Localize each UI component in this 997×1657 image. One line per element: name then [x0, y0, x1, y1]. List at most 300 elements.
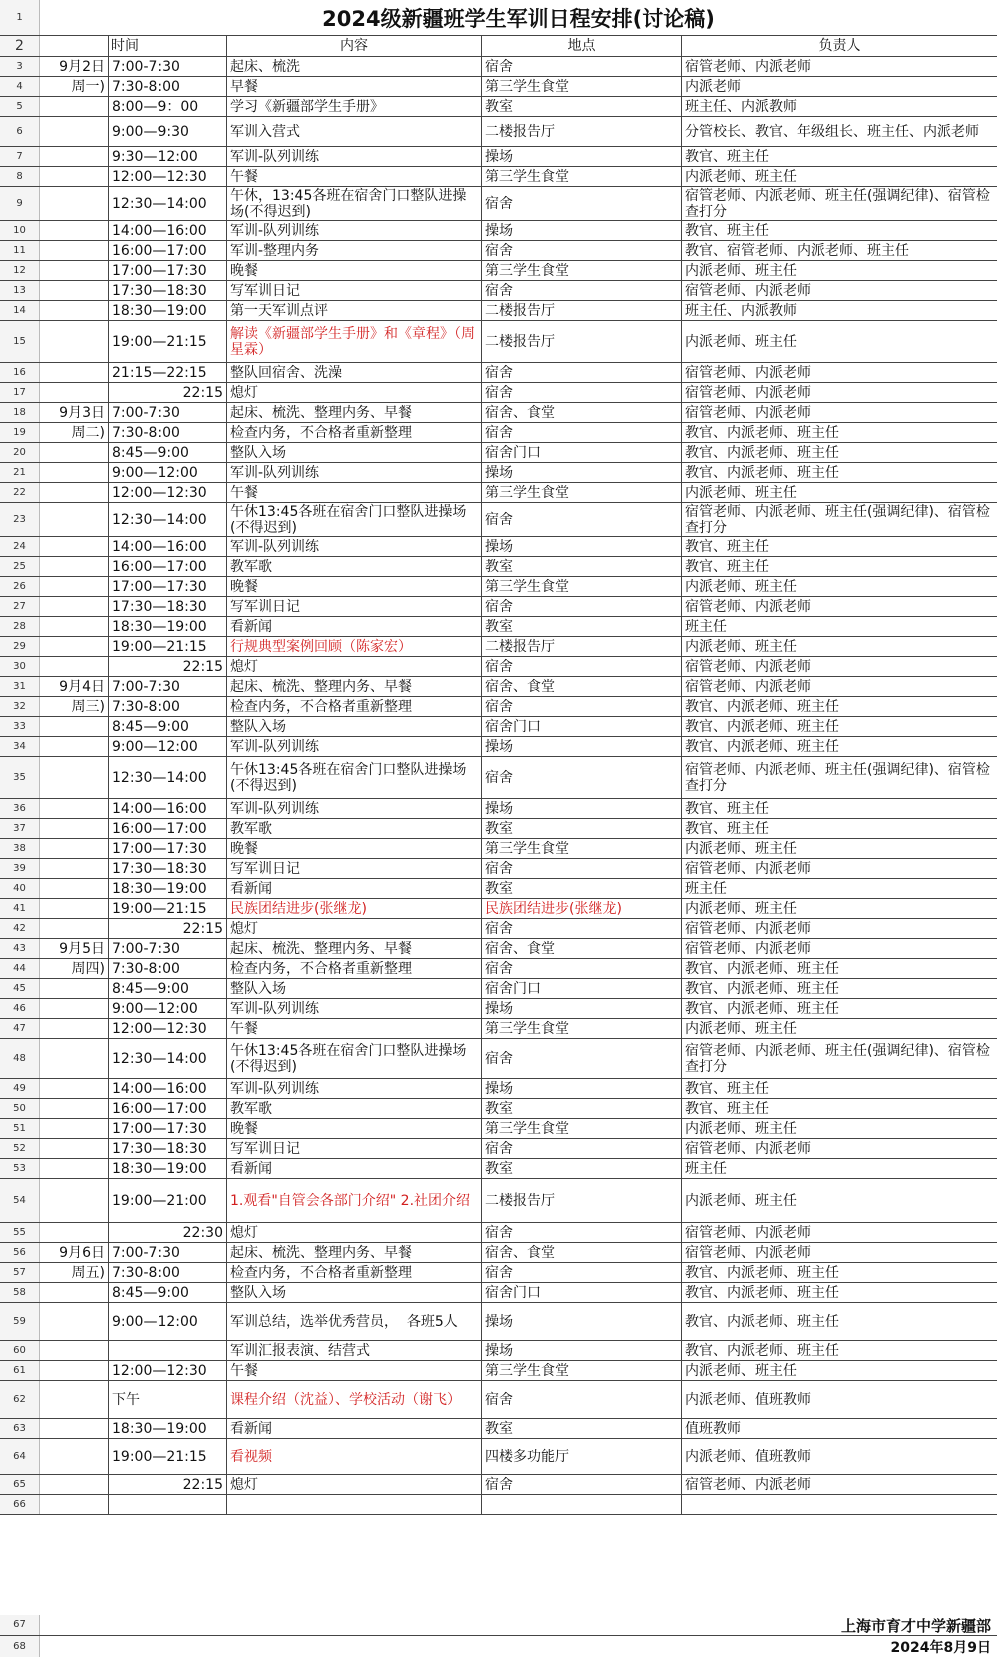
- content-cell: 午休13:45各班在宿舍门口整队进操场(不得迟到): [226, 757, 481, 798]
- table-row: [0, 1475, 997, 1495]
- date-cell: [40, 1179, 108, 1222]
- date-cell: [40, 1381, 108, 1418]
- place-cell: 宿舍: [481, 423, 681, 442]
- row-number: 1: [0, 0, 40, 35]
- place-cell: 操场: [481, 999, 681, 1018]
- row-number: 31: [0, 677, 40, 696]
- table-row: [0, 919, 997, 939]
- row-number: 65: [0, 1475, 40, 1494]
- place-cell: 宿舍: [481, 281, 681, 300]
- place-cell: 操场: [481, 1303, 681, 1340]
- date-cell: [40, 1079, 108, 1098]
- content-cell: 看新闻: [226, 1419, 481, 1438]
- row-number: 13: [0, 281, 40, 300]
- row-number: 6: [0, 117, 40, 146]
- place-cell: 宿舍: [481, 1039, 681, 1078]
- time-cell: 18:30—19:00: [108, 617, 226, 636]
- row-number: 37: [0, 819, 40, 838]
- content-cell: 早餐: [226, 77, 481, 96]
- content-cell: 熄灯: [226, 1475, 481, 1494]
- date-cell: 9月4日: [59, 678, 105, 695]
- table-row: [0, 557, 997, 577]
- responsible-cell: 内派老师、班主任: [681, 1119, 997, 1138]
- place-cell: 民族团结进步(张继龙): [481, 899, 681, 918]
- date-cell: 9月2日: [59, 58, 105, 75]
- responsible-cell: 内派老师、班主任: [681, 1361, 997, 1380]
- place-cell: 第三学生食堂: [481, 839, 681, 858]
- responsible-cell: 宿管老师、内派老师: [681, 1139, 997, 1158]
- date-cell: [40, 899, 108, 918]
- time-cell: 22:15: [108, 919, 226, 938]
- responsible-cell: 教官、内派老师、班主任: [681, 423, 997, 442]
- responsible-cell: 教官、内派老师、班主任: [681, 999, 997, 1018]
- responsible-cell: 教官、班主任: [681, 147, 997, 166]
- time-cell: 14:00—16:00: [108, 537, 226, 556]
- date-cell: [40, 979, 108, 998]
- time-cell: 22:15: [108, 657, 226, 676]
- time-cell: 16:00—17:00: [108, 819, 226, 838]
- place-cell: 操场: [481, 737, 681, 756]
- date-cell: [40, 261, 108, 280]
- content-cell: 学习《新疆部学生手册》: [226, 97, 481, 116]
- date-cell: [40, 799, 108, 818]
- time-cell: 17:00—17:30: [108, 1119, 226, 1138]
- date-cell: [40, 737, 108, 756]
- table-row: [0, 241, 997, 261]
- time-cell: 12:30—14:00: [108, 757, 226, 798]
- time-cell: 12:30—14:00: [108, 503, 226, 536]
- table-row: [0, 321, 997, 363]
- content-cell: 起床、梳洗、整理内务、早餐: [226, 403, 481, 422]
- content-cell: 整队回宿舍、洗澡: [226, 363, 481, 382]
- time-cell: 17:00—17:30: [108, 577, 226, 596]
- place-cell: 宿舍: [481, 859, 681, 878]
- place-cell: 宿舍: [481, 503, 681, 536]
- row-number: 20: [0, 443, 40, 462]
- date-cell: [40, 597, 108, 616]
- title-row: [0, 0, 997, 36]
- time-cell: 9:00—12:00: [108, 1303, 226, 1340]
- table-row: [0, 939, 997, 959]
- responsible-cell: [681, 1495, 997, 1514]
- row-number: 38: [0, 839, 40, 858]
- table-row: [0, 483, 997, 503]
- row-number: 3: [0, 57, 40, 76]
- date-cell: [40, 819, 108, 838]
- responsible-cell: 内派老师、班主任: [681, 261, 997, 280]
- place-cell: 第三学生食堂: [481, 483, 681, 502]
- place-cell: 宿舍: [481, 363, 681, 382]
- time-cell: 7:00-7:30: [108, 403, 226, 422]
- time-cell: 19:00—21:15: [108, 1439, 226, 1474]
- row-number: 55: [0, 1223, 40, 1242]
- table-row: [0, 423, 997, 443]
- footer-school: 上海市育才中学新疆部: [840, 1616, 991, 1635]
- row-number: 7: [0, 147, 40, 166]
- table-row: [0, 261, 997, 281]
- place-cell: 宿舍: [481, 1263, 681, 1282]
- place-cell: 第三学生食堂: [481, 1119, 681, 1138]
- date-cell: [40, 187, 108, 220]
- row-number: 4: [0, 77, 40, 96]
- date-cell: [40, 241, 108, 260]
- table-row: [0, 77, 997, 97]
- place-cell: 二楼报告厅: [481, 637, 681, 656]
- responsible-cell: 宿管老师、内派老师: [681, 383, 997, 402]
- time-cell: 18:30—19:00: [108, 1159, 226, 1178]
- time-cell: 8:45—9:00: [108, 979, 226, 998]
- time-cell: 19:00—21:15: [108, 321, 226, 362]
- time-cell: [108, 1341, 226, 1360]
- row-number: 44: [0, 959, 40, 978]
- table-row: [0, 697, 997, 717]
- responsible-cell: 教官、班主任: [681, 221, 997, 240]
- place-cell: 宿舍: [481, 1475, 681, 1494]
- responsible-cell: 教官、内派老师、班主任: [681, 737, 997, 756]
- place-cell: 宿舍、食堂: [481, 939, 681, 958]
- responsible-cell: 内派老师、班主任: [681, 321, 997, 362]
- table-row: [0, 1119, 997, 1139]
- place-cell: 宿舍门口: [481, 717, 681, 736]
- responsible-cell: 内派老师、班主任: [681, 577, 997, 596]
- responsible-cell: 教官、内派老师、班主任: [681, 1341, 997, 1360]
- row-number: 32: [0, 697, 40, 716]
- time-cell: 7:30-8:00: [108, 77, 226, 96]
- row-number: 5: [0, 97, 40, 116]
- responsible-cell: 班主任、内派教师: [681, 97, 997, 116]
- responsible-cell: 值班教师: [681, 1419, 997, 1438]
- time-cell: 12:00—12:30: [108, 1361, 226, 1380]
- content-cell: 起床、梳洗、整理内务、早餐: [226, 939, 481, 958]
- row-number: 10: [0, 221, 40, 240]
- time-cell: 14:00—16:00: [108, 799, 226, 818]
- time-cell: 7:30-8:00: [108, 1263, 226, 1282]
- row-number: 52: [0, 1139, 40, 1158]
- content-cell: 检查内务，不合格者重新整理: [226, 959, 481, 978]
- time-cell: 9:00—12:00: [108, 999, 226, 1018]
- row-number: 2: [0, 36, 40, 56]
- responsible-cell: 教官、内派老师、班主任: [681, 1303, 997, 1340]
- responsible-cell: 教官、宿管老师、内派老师、班主任: [681, 241, 997, 260]
- date-cell: [40, 167, 108, 186]
- place-cell: 操场: [481, 463, 681, 482]
- table-row: [0, 403, 997, 423]
- content-cell: 晚餐: [226, 261, 481, 280]
- date-cell: [40, 1283, 108, 1302]
- table-row: [0, 657, 997, 677]
- time-cell: 7:30-8:00: [108, 423, 226, 442]
- content-cell: 1.观看"自管会各部门介绍" 2.社团介绍: [226, 1179, 481, 1222]
- table-row: [0, 503, 997, 537]
- table-row: [0, 537, 997, 557]
- row-number: 67: [0, 1615, 40, 1635]
- responsible-cell: 宿管老师、内派老师: [681, 657, 997, 676]
- table-row: [0, 999, 997, 1019]
- place-cell: 第三学生食堂: [481, 577, 681, 596]
- content-cell: 晚餐: [226, 577, 481, 596]
- row-number: 18: [0, 403, 40, 422]
- table-row: [0, 577, 997, 597]
- table-row: [0, 799, 997, 819]
- date-cell: [40, 839, 108, 858]
- place-cell: 四楼多功能厅: [481, 1439, 681, 1474]
- responsible-cell: 内派老师: [681, 77, 997, 96]
- content-cell: 写军训日记: [226, 597, 481, 616]
- header-row: [0, 36, 997, 57]
- responsible-cell: 教官、内派老师、班主任: [681, 979, 997, 998]
- content-cell: 军训总结，选举优秀营员， 各班5人: [226, 1303, 481, 1340]
- table-row: [0, 637, 997, 657]
- date-cell: [40, 1495, 108, 1514]
- date-cell: [40, 1019, 108, 1038]
- table-row: [0, 443, 997, 463]
- date-cell: [40, 117, 108, 146]
- table-row: [0, 383, 997, 403]
- content-cell: 午餐: [226, 483, 481, 502]
- responsible-cell: 内派老师、值班教师: [681, 1381, 997, 1418]
- date-cell: [40, 999, 108, 1018]
- responsible-cell: 内派老师、班主任: [681, 839, 997, 858]
- time-cell: 9:00—12:00: [108, 463, 226, 482]
- table-row: [0, 1495, 997, 1515]
- place-cell: 宿舍: [481, 187, 681, 220]
- place-cell: 宿舍: [481, 1139, 681, 1158]
- date-cell: [40, 637, 108, 656]
- time-cell: 14:00—16:00: [108, 1079, 226, 1098]
- content-cell: 军训-队列训练: [226, 737, 481, 756]
- date-cell: 9月3日: [59, 404, 105, 421]
- responsible-cell: 内派老师、班主任: [681, 167, 997, 186]
- row-number: 41: [0, 899, 40, 918]
- content-cell: 熄灯: [226, 657, 481, 676]
- time-cell: 7:00-7:30: [108, 57, 226, 76]
- place-cell: 宿舍: [481, 697, 681, 716]
- content-cell: 晚餐: [226, 839, 481, 858]
- place-cell: 第三学生食堂: [481, 1361, 681, 1380]
- time-cell: 7:30-8:00: [108, 959, 226, 978]
- row-number: 59: [0, 1303, 40, 1340]
- table-row: [0, 57, 997, 77]
- time-cell: 16:00—17:00: [108, 241, 226, 260]
- responsible-cell: 班主任: [681, 1159, 997, 1178]
- content-cell: 军训-队列训练: [226, 1079, 481, 1098]
- date-cell: [40, 1341, 108, 1360]
- place-cell: 操场: [481, 1341, 681, 1360]
- responsible-cell: 内派老师、班主任: [681, 637, 997, 656]
- time-cell: 7:00-7:30: [108, 939, 226, 958]
- table-row: [0, 979, 997, 999]
- table-row: [0, 859, 997, 879]
- time-cell: 12:30—14:00: [108, 187, 226, 220]
- time-cell: 8:45—9:00: [108, 443, 226, 462]
- date-cell: [40, 577, 108, 596]
- place-cell: 宿舍、食堂: [481, 1243, 681, 1262]
- time-cell: 17:30—18:30: [108, 1139, 226, 1158]
- responsible-cell: 内派老师、值班教师: [681, 1439, 997, 1474]
- content-cell: 军训-队列训练: [226, 999, 481, 1018]
- table-row: [0, 879, 997, 899]
- time-cell: 8:45—9:00: [108, 717, 226, 736]
- table-row: [0, 737, 997, 757]
- responsible-cell: 宿管老师、内派老师: [681, 1475, 997, 1494]
- date-cell: [40, 1361, 108, 1380]
- date-cell: [40, 1119, 108, 1138]
- date-cell: [40, 919, 108, 938]
- responsible-cell: 班主任、内派教师: [681, 301, 997, 320]
- time-cell: 12:00—12:30: [108, 167, 226, 186]
- responsible-cell: 教官、班主任: [681, 1099, 997, 1118]
- row-number: 30: [0, 657, 40, 676]
- row-number: 8: [0, 167, 40, 186]
- time-cell: 22:15: [108, 383, 226, 402]
- table-row: [0, 1159, 997, 1179]
- table-row: [0, 677, 997, 697]
- row-number: 35: [0, 757, 40, 798]
- content-cell: 教军歌: [226, 819, 481, 838]
- content-cell: [226, 1495, 481, 1514]
- date-cell: [40, 1039, 108, 1078]
- table-row: [0, 147, 997, 167]
- responsible-cell: 宿管老师、内派老师: [681, 363, 997, 382]
- time-cell: 16:00—17:00: [108, 557, 226, 576]
- place-cell: 宿舍门口: [481, 979, 681, 998]
- row-number: 64: [0, 1439, 40, 1474]
- place-cell: 二楼报告厅: [481, 321, 681, 362]
- date-cell: [40, 617, 108, 636]
- time-cell: 8:45—9:00: [108, 1283, 226, 1302]
- place-cell: 教室: [481, 1099, 681, 1118]
- responsible-cell: 内派老师、班主任: [681, 483, 997, 502]
- date-cell: 9月6日: [59, 1244, 105, 1261]
- date-cell: [40, 301, 108, 320]
- date-cell: [40, 383, 108, 402]
- row-number: 28: [0, 617, 40, 636]
- footer-date-row: [0, 1636, 997, 1657]
- place-cell: 宿舍: [481, 959, 681, 978]
- content-cell: 午休，13:45各班在宿舍门口整队进操场(不得迟到): [226, 187, 481, 220]
- time-cell: 19:00—21:15: [108, 899, 226, 918]
- place-cell: 二楼报告厅: [481, 1179, 681, 1222]
- content-cell: 整队入场: [226, 979, 481, 998]
- date-cell: [40, 281, 108, 300]
- time-cell: 12:00—12:30: [108, 1019, 226, 1038]
- responsible-cell: 宿管老师、内派老师、班主任(强调纪律)、宿管检查打分: [681, 187, 997, 220]
- table-row: [0, 1303, 997, 1341]
- content-cell: 民族团结进步(张继龙): [226, 899, 481, 918]
- responsible-cell: 宿管老师、内派老师: [681, 57, 997, 76]
- content-cell: 写军训日记: [226, 859, 481, 878]
- table-row: [0, 839, 997, 859]
- content-cell: 午休13:45各班在宿舍门口整队进操场(不得迟到): [226, 1039, 481, 1078]
- footer-school-row: [0, 1615, 997, 1636]
- place-cell: [481, 1495, 681, 1514]
- page-title: 2024级新疆班学生军训日程安排(讨论稿): [322, 6, 715, 31]
- content-cell: 军训-队列训练: [226, 147, 481, 166]
- row-number: 50: [0, 1099, 40, 1118]
- content-cell: 军训汇报表演、结营式: [226, 1341, 481, 1360]
- place-cell: 第三学生食堂: [481, 261, 681, 280]
- content-cell: 看视频: [226, 1439, 481, 1474]
- table-row: [0, 463, 997, 483]
- table-row: [0, 221, 997, 241]
- row-number: 15: [0, 321, 40, 362]
- content-cell: 午休13:45各班在宿舍门口整队进操场(不得迟到): [226, 503, 481, 536]
- date-cell: [40, 321, 108, 362]
- row-number: 36: [0, 799, 40, 818]
- content-cell: 午餐: [226, 167, 481, 186]
- date-cell: [40, 147, 108, 166]
- responsible-cell: 教官、内派老师、班主任: [681, 697, 997, 716]
- place-cell: 宿舍: [481, 241, 681, 260]
- responsible-cell: 宿管老师、内派老师: [681, 677, 997, 696]
- place-cell: 宿舍: [481, 757, 681, 798]
- place-cell: 教室: [481, 819, 681, 838]
- table-row: [0, 1039, 997, 1079]
- content-cell: 看新闻: [226, 879, 481, 898]
- time-cell: 19:00—21:00: [108, 1179, 226, 1222]
- content-cell: 整队入场: [226, 443, 481, 462]
- date-cell: [40, 1139, 108, 1158]
- time-cell: 7:00-7:30: [108, 677, 226, 696]
- place-cell: 第三学生食堂: [481, 167, 681, 186]
- place-cell: 宿舍: [481, 1223, 681, 1242]
- responsible-cell: 教官、班主任: [681, 557, 997, 576]
- responsible-cell: 教官、班主任: [681, 1079, 997, 1098]
- content-cell: 熄灯: [226, 919, 481, 938]
- date-cell: [40, 443, 108, 462]
- responsible-cell: 教官、内派老师、班主任: [681, 717, 997, 736]
- table-row: [0, 1019, 997, 1039]
- responsible-cell: 内派老师、班主任: [681, 1179, 997, 1222]
- place-cell: 二楼报告厅: [481, 301, 681, 320]
- responsible-cell: 宿管老师、内派老师、班主任(强调纪律)、宿管检查打分: [681, 757, 997, 798]
- place-cell: 操场: [481, 147, 681, 166]
- row-number: 39: [0, 859, 40, 878]
- time-cell: 17:30—18:30: [108, 281, 226, 300]
- row-number: 9: [0, 187, 40, 220]
- date-cell: 周二): [71, 424, 105, 441]
- table-row: [0, 363, 997, 383]
- place-cell: 操场: [481, 537, 681, 556]
- time-cell: 19:00—21:15: [108, 637, 226, 656]
- content-cell: 检查内务，不合格者重新整理: [226, 423, 481, 442]
- place-cell: 宿舍: [481, 1381, 681, 1418]
- date-cell: [40, 363, 108, 382]
- row-number: 11: [0, 241, 40, 260]
- content-cell: 教军歌: [226, 1099, 481, 1118]
- responsible-cell: 宿管老师、内派老师、班主任(强调纪律)、宿管检查打分: [681, 503, 997, 536]
- responsible-cell: 教官、内派老师、班主任: [681, 463, 997, 482]
- date-cell: 周三): [71, 698, 105, 715]
- responsible-cell: 班主任: [681, 879, 997, 898]
- header-time: 时间: [108, 36, 226, 56]
- place-cell: 教室: [481, 1159, 681, 1178]
- time-cell: 8:00—9：00: [108, 97, 226, 116]
- row-number: 21: [0, 463, 40, 482]
- row-number: 47: [0, 1019, 40, 1038]
- row-number: 66: [0, 1495, 40, 1514]
- place-cell: 操场: [481, 1079, 681, 1098]
- content-cell: 午餐: [226, 1019, 481, 1038]
- row-number: 22: [0, 483, 40, 502]
- row-number: 57: [0, 1263, 40, 1282]
- table-row: [0, 1381, 997, 1419]
- place-cell: 教室: [481, 1419, 681, 1438]
- place-cell: 二楼报告厅: [481, 117, 681, 146]
- time-cell: 9:30—12:00: [108, 147, 226, 166]
- date-cell: [40, 1419, 108, 1438]
- row-number: 17: [0, 383, 40, 402]
